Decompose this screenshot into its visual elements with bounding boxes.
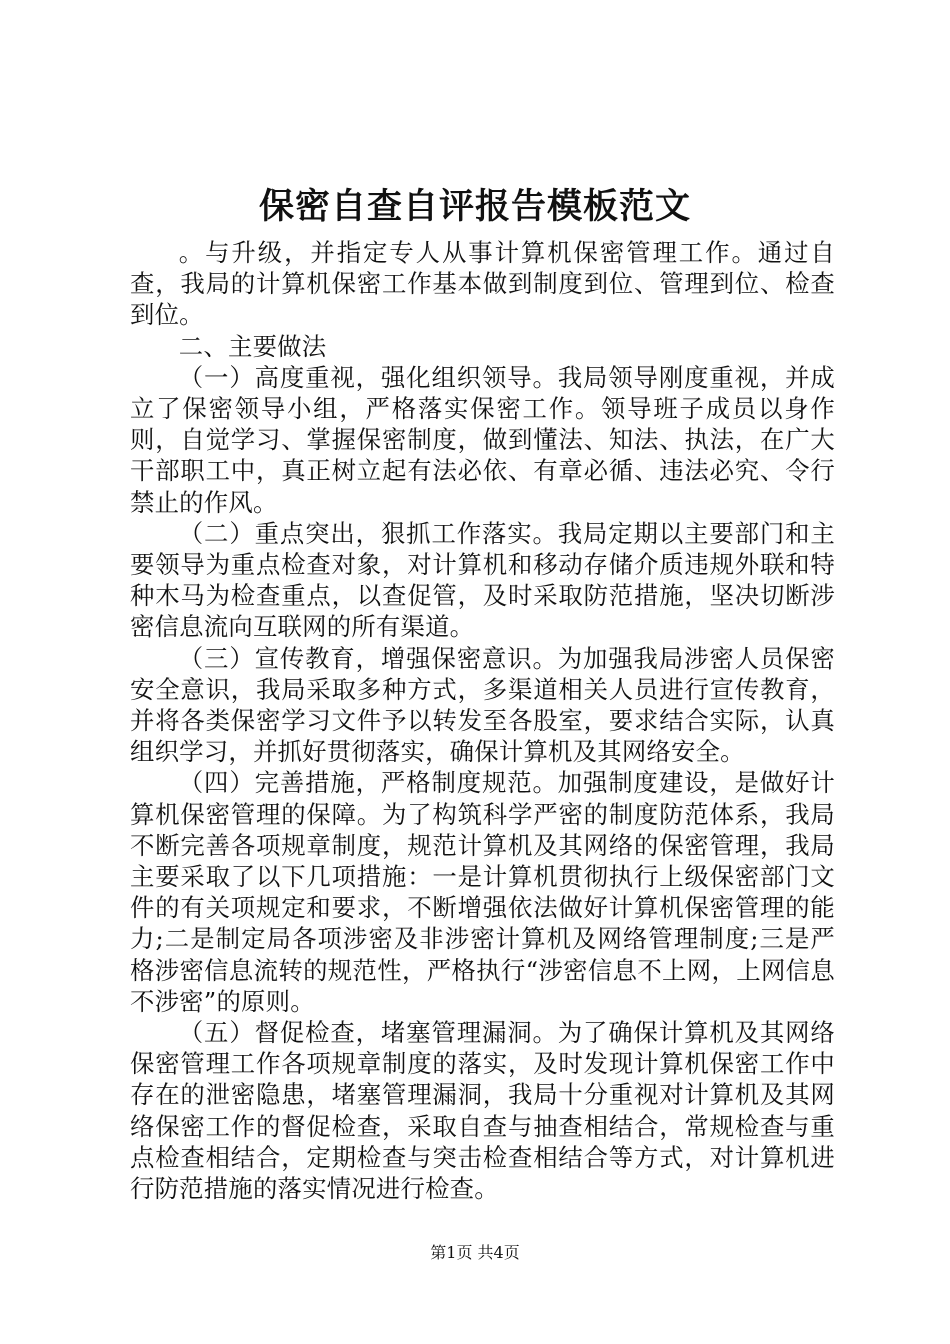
document-body <box>130 237 835 1204</box>
paragraph-item-2: （二）重点突出，狠抓工作落实。我局定期以主要部门和主要领导为重点检查对象，对计算机和移动存储介质违规外联和特种木马为检查重点，以查促管，及时采取防范措施，坚决切断涉密信息流向互联网的所有渠道。 <box>130 518 835 642</box>
document-title: 保密自查自评报告模板范文 <box>258 186 691 227</box>
paragraph-item-4: （四）完善措施，严格制度规范。加强制度建设，是做好计算机保密管理的保障。为了构筑科学严密的制度防范体系，我局不断完善各项规章制度，规范计算机及其网络的保密管理，我局主要采取了以下几项措施：一是计算机贯彻执行上级保密部门文件的有关项规定和要求，不断增强依法做好计算机保密管理的能力;二是制定局各项涉密及非涉密计算机及网络管理制度;三是严格涉密信息流转的规范性，严格执行“涉密信息不上网，上网信息不涉密”的原则。 <box>130 768 835 1016</box>
section-heading: 二、主要做法 <box>178 331 327 361</box>
page-number: 第1页 共4页 <box>430 1243 520 1262</box>
paragraph-intro: 。与升级，并指定专人从事计算机保密管理工作。通过自查，我局的计算机保密工作基本做到制度到位、管理到位、检查到位。 <box>130 238 835 330</box>
paragraph-item-5: （五）督促检查，堵塞管理漏洞。为了确保计算机及其网络保密管理工作各项规章制度的落实，及时发现计算机保密工作中存在的泄密隐患，堵塞管理漏洞，我局十分重视对计算机及其网络保密工作的督促检查，采取自查与抽查相结合，常规检查与重点检查相结合，定期检查与突击检查相结合等方式，对计算机进行防范措施的落实情况进行检查。 <box>130 1018 835 1204</box>
paragraph-item-1: （一）高度重视，强化组织领导。我局领导刚度重视，并成立了保密领导小组，严格落实保密工作。领导班子成员以身作则，自觉学习、掌握保密制度，做到懂法、知法、执法，在广大干部职工中，真正树立起有法必依、有章必循、违法必究、令行禁止的作风。 <box>130 362 835 517</box>
paragraph-item-3: （三）宣传教育，增强保密意识。为加强我局涉密人员保密安全意识，我局采取多种方式，多渠道相关人员进行宣传教育，并将各类保密学习文件予以转发至各股室，要求结合实际，认真组织学习，并抓好贯彻落实，确保计算机及其网络安全。 <box>130 643 835 767</box>
